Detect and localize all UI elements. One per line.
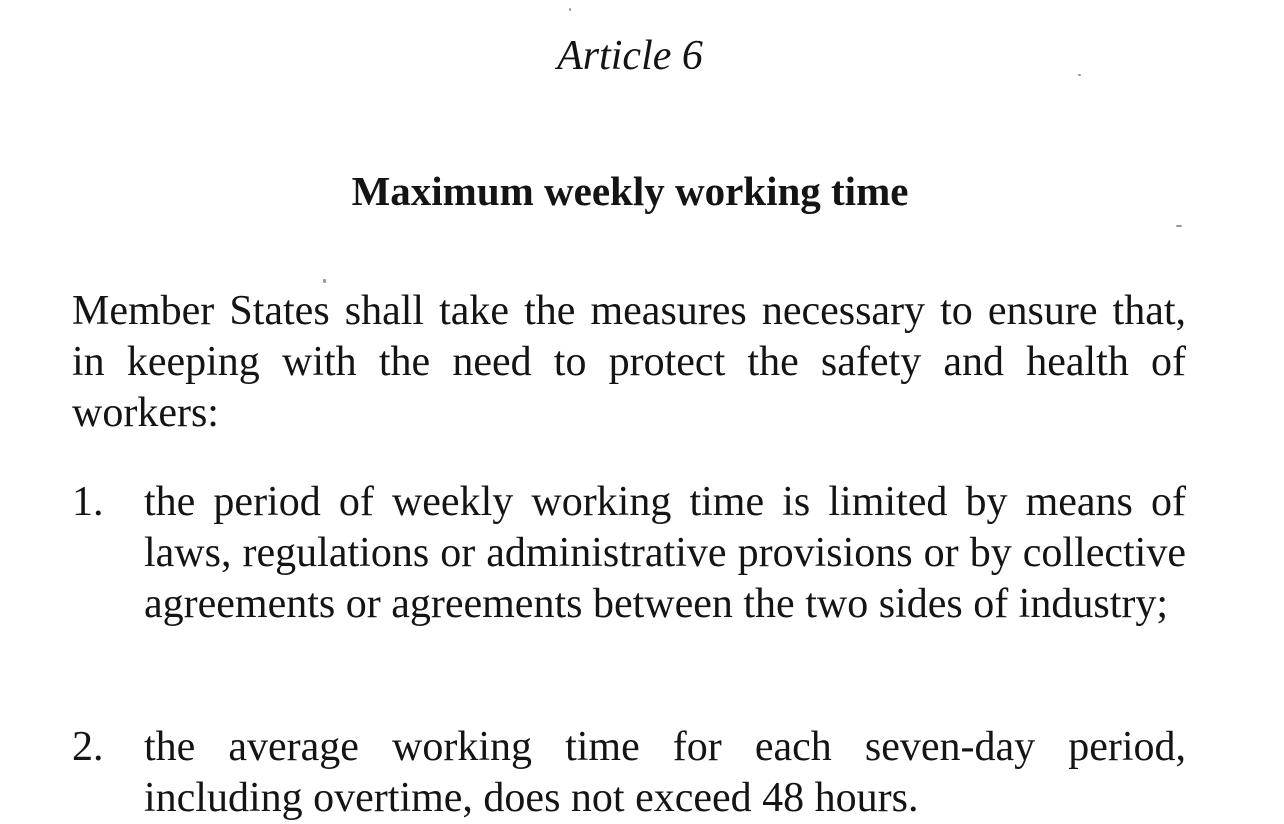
intro-paragraph: Member States shall take the measures necessary to ensure that, in keeping with the need to protect the safety and health of workers:: [72, 288, 1186, 436]
list-item-text: the average working time for each seven-day period, including overtime, does not exceed 48 hours.: [144, 724, 1186, 821]
list-item-text: the period of weekly working time is limited by means of laws, regulations or administrative provisions or by collective agreements or agreements between the two sides of industry;: [144, 479, 1186, 627]
scan-speck: [323, 279, 326, 283]
article-title: Maximum weekly working time: [351, 168, 909, 214]
article-number: Article 6: [557, 33, 703, 79]
scan-speck: [569, 8, 571, 11]
scan-speck: [1176, 225, 1182, 227]
scan-speck: [1078, 74, 1081, 76]
list-item-number: 1.: [72, 479, 104, 525]
list-item-number: 2.: [72, 724, 104, 770]
